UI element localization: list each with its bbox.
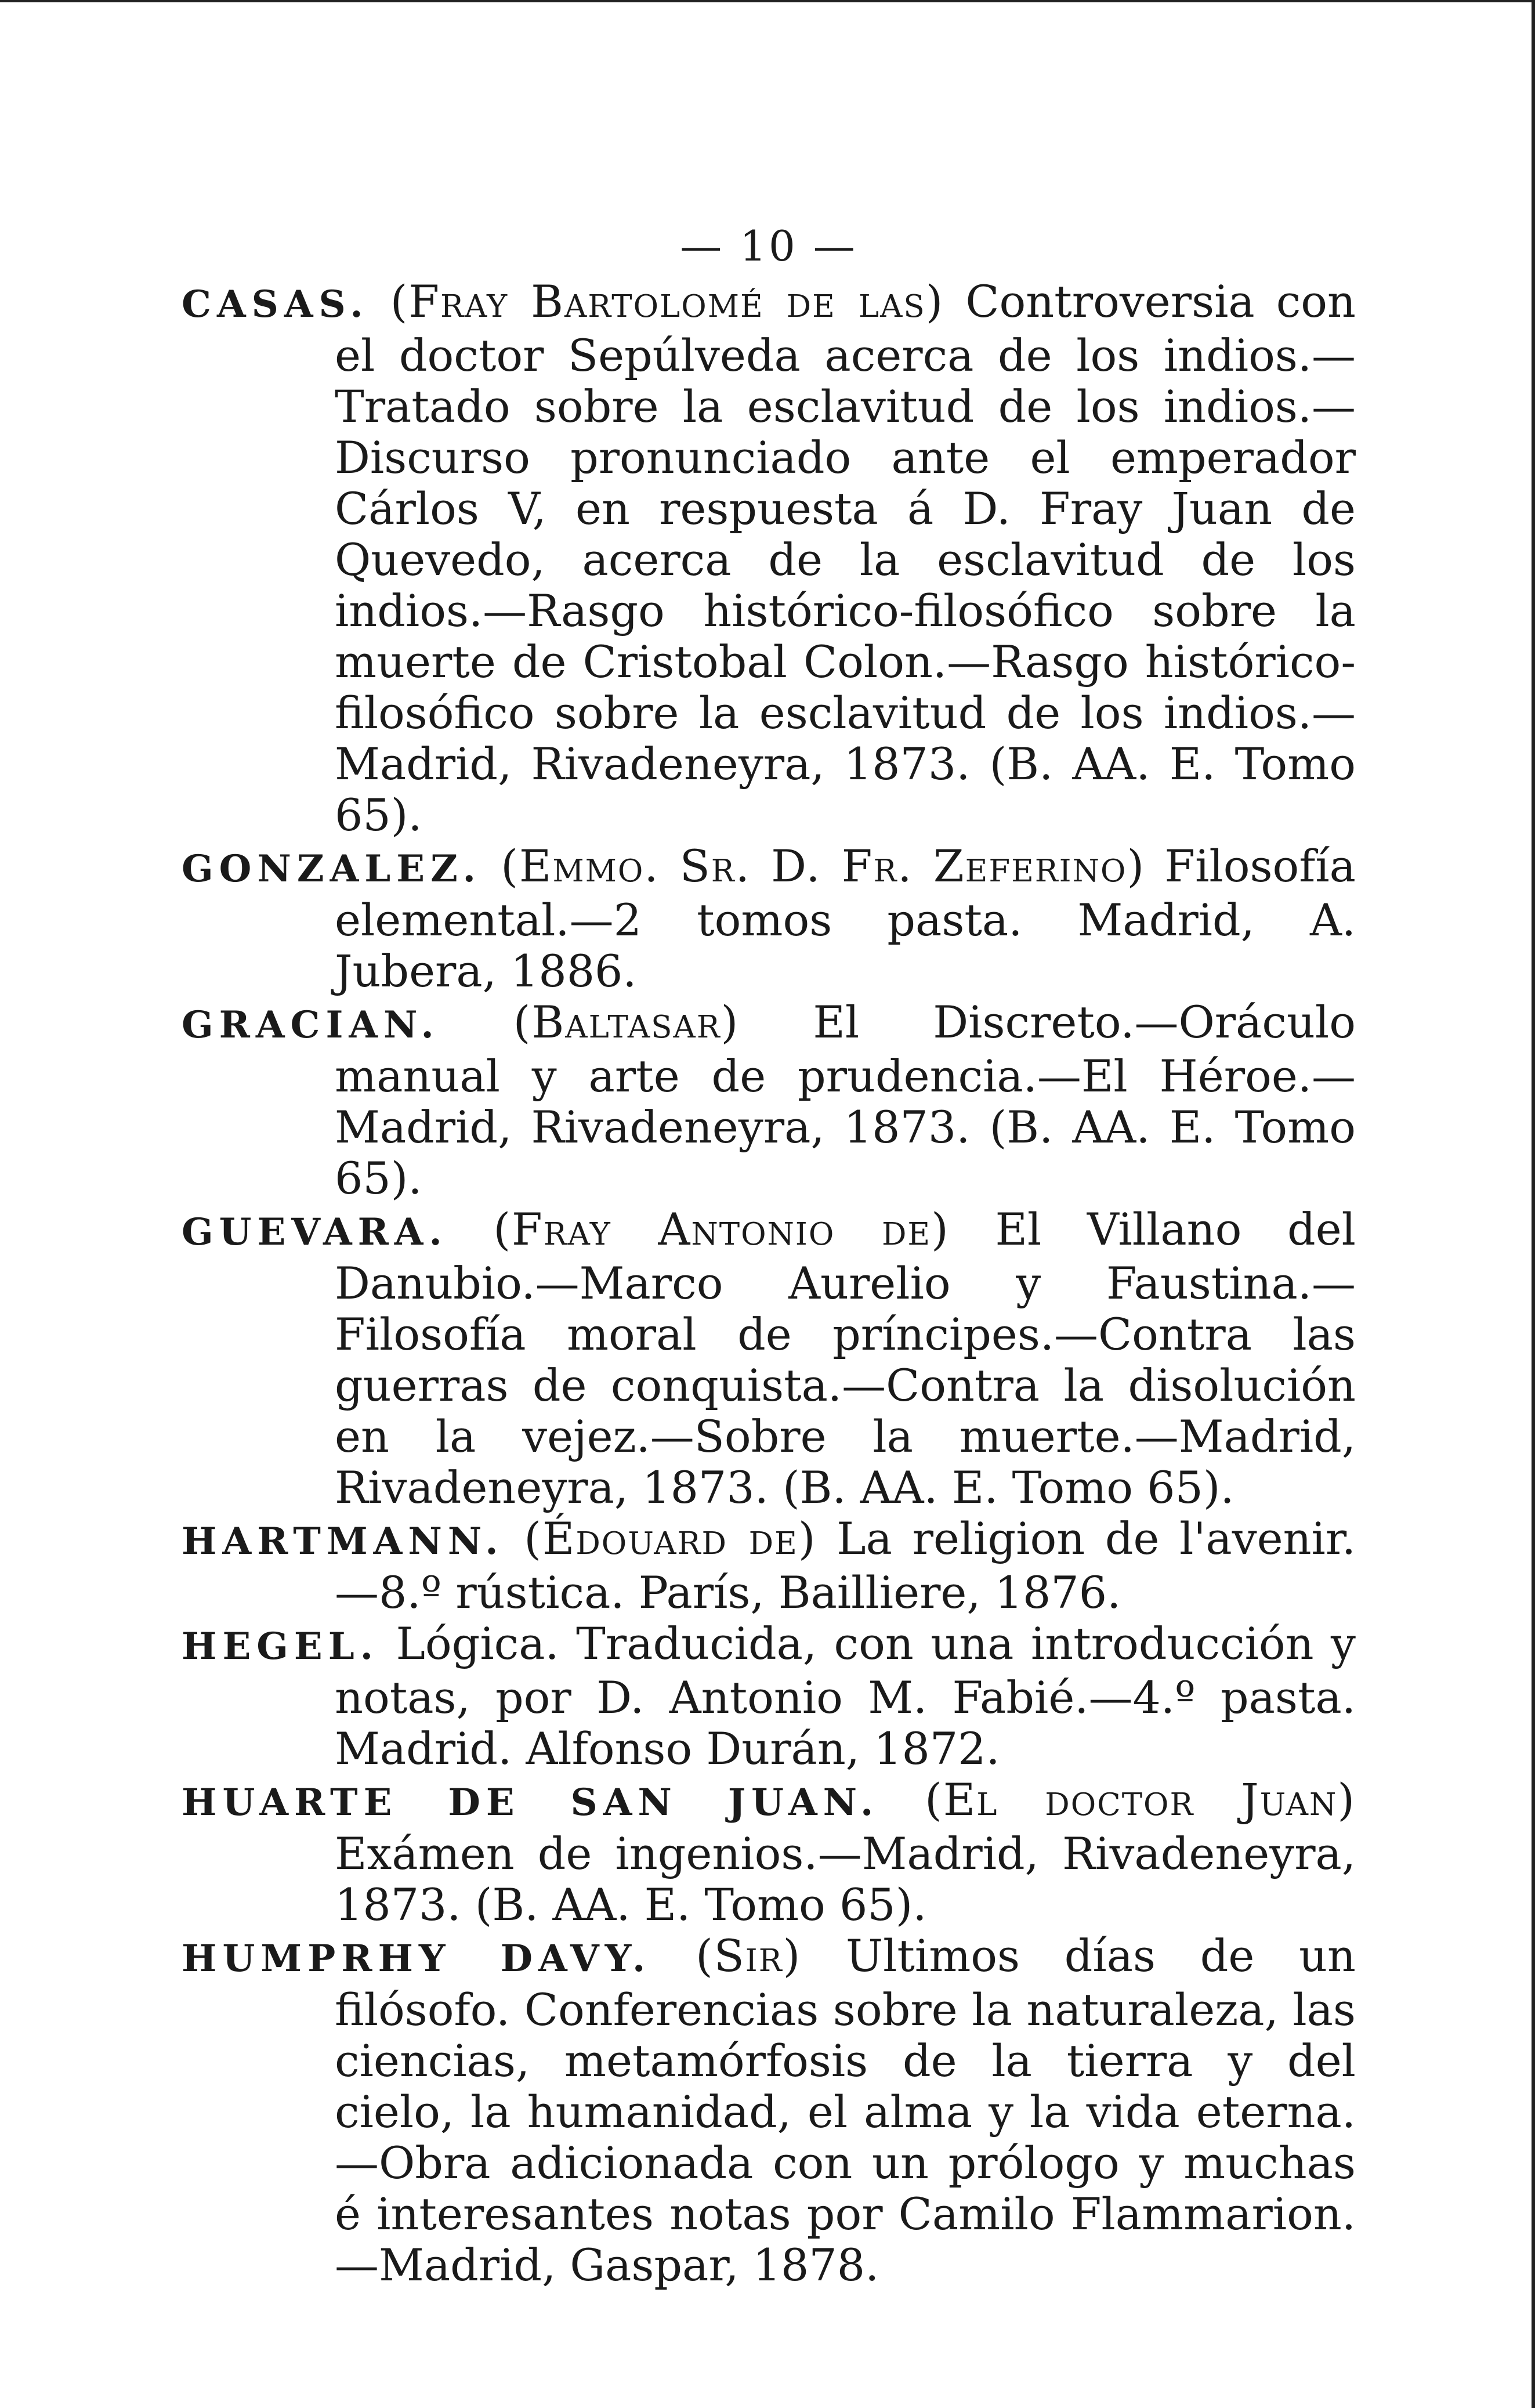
entry-hartmann (182, 1513, 1356, 1618)
entry-author: (Fray Antonio de) (493, 1203, 950, 1255)
scan-edge-top (0, 0, 1535, 2)
entry-text: La religion de l'avenir.—8.º rústica. París, Bailliere, 1876. (335, 1513, 1356, 1618)
entry-author: (Édouard de) (524, 1513, 817, 1564)
entry-casas (182, 276, 1356, 841)
scan-edge-right (1532, 0, 1535, 2408)
entry-author: (Emmo. Sr. D. Fr. Zeferino) (501, 840, 1146, 892)
entry-gracian (182, 997, 1356, 1204)
entry-text: Controversia con el doctor Sepúlveda acerca de los indios.—Tratado sobre la esclavitud de los indios.—Discurso pronunciado ante el emperador Cárlos V, en respuesta á D. Fray Juan de Quevedo, acerca de la esclavitud de los indios.—Rasgo histórico-filosófico sobre la muerte de Cristobal Colon.—Rasgo histórico-filosófico sobre la esclavitud de los indios.—Madrid, Rivadeneyra, 1873. (B. AA. E. Tomo 65). (335, 276, 1356, 841)
entry-text: Ultimos días de un filósofo. Conferencias sobre la naturaleza, las ciencias, metamórfosis de la tierra y del cielo, la humanidad, el alma y la vida eterna.—Obra adicionada con un prólogo y muchas é interesantes notas por Camilo Flammarion.—Madrid, Gaspar, 1878. (335, 1930, 1356, 2291)
entry-heading: HARTMANN. (182, 1520, 504, 1563)
entry-text: Filosofía elemental.—2 tomos pasta. Madrid, A. Jubera, 1886. (335, 840, 1356, 997)
entry-heading: HEGEL. (182, 1625, 379, 1668)
entry-gonzalez (182, 841, 1356, 997)
entry-text: El Discreto.—Oráculo manual y arte de prudencia.—El Héroe.—Madrid, Rivadeneyra, 1873. (B. AA. E. Tomo 65). (335, 996, 1356, 1204)
entry-guevara (182, 1204, 1356, 1513)
entry-author: (El doctor Juan) (925, 1774, 1356, 1825)
entry-author: (Fray Bartolomé de las) (390, 276, 944, 327)
page-number: — 10 — (680, 222, 857, 270)
entry-heading: GONZALEZ. (182, 847, 482, 891)
entry-text: Lógica. Traducida, con una introducción y notas, por D. Antonio M. Fabié.—4.º pasta. Madrid. Alfonso Durán, 1872. (335, 1618, 1356, 1774)
entry-text: Exámen de ingenios.—Madrid, Rivadeneyra, 1873. (B. AA. E. Tomo 65). (335, 1828, 1356, 1930)
entry-heading: GRACIAN. (182, 1003, 440, 1047)
entry-heading: GUEVARA. (182, 1210, 448, 1254)
entry-huarte (182, 1774, 1356, 1930)
entry-author: (Baltasar) (513, 996, 740, 1048)
book-page (182, 220, 1356, 2291)
entry-humprhy-davy (182, 1930, 1356, 2291)
entry-hegel (182, 1618, 1356, 1774)
entry-author: (Sir) (696, 1930, 802, 1982)
entry-heading: HUARTE DE SAN JUAN. (182, 1781, 879, 1824)
entry-heading: HUMPRHY DAVY. (182, 1937, 651, 1980)
entry-text: El Villano del Danubio.—Marco Aurelio y Faustina.—Filosofía moral de príncipes.—Contra las guerras de conquista.—Contra la disolución en la vejez.—Sobre la muerte.—Madrid, Rivadeneyra, 1873. (B. AA. E. Tomo 65). (335, 1203, 1356, 1513)
entry-heading: CASAS. (182, 283, 369, 326)
